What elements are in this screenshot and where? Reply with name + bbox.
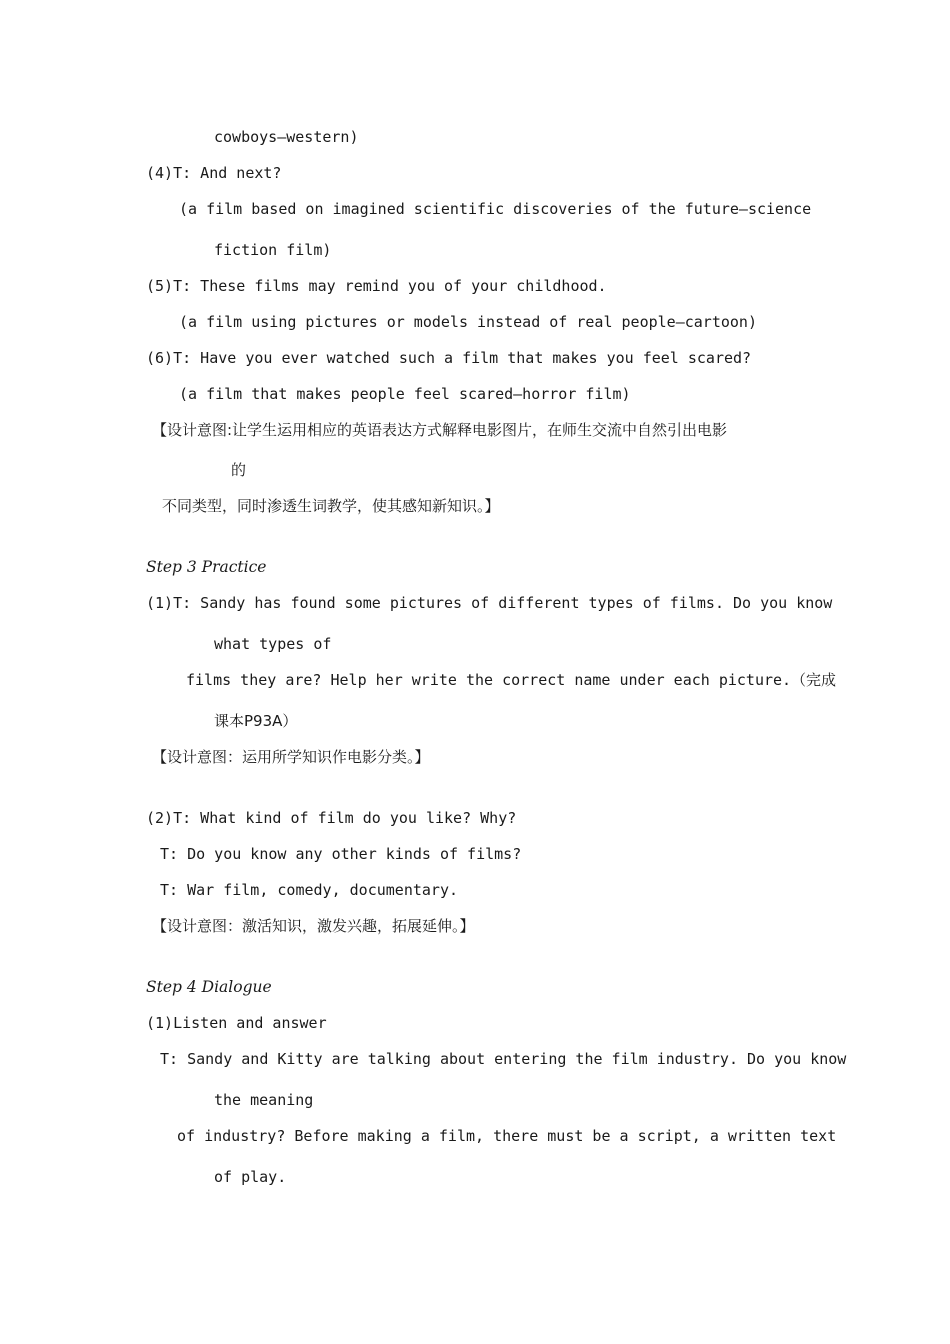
text-line: T: War film, comedy, documentary. (160, 881, 459, 899)
text-line: fiction film) (214, 241, 332, 259)
text-line: the meaning (214, 1091, 314, 1109)
text-line: T: Do you know any other kinds of films? (160, 845, 522, 863)
section-heading: Step 3 Practice (146, 558, 267, 576)
text-line: of industry? Before making a film, there must be a script, a written text (177, 1127, 837, 1145)
text-line: films they are? Help her write the correct name under each picture.（完成 (186, 671, 837, 689)
design-intent-note: 【设计意图:让学生运用相应的英语表达方式解释电影图片，在师生交流中自然引出电影 (152, 421, 728, 439)
text-line: T: Sandy and Kitty are talking about entering the film industry. Do you know (160, 1050, 847, 1068)
design-intent-note: 【设计意图：激活知识，激发兴趣，拓展延伸。】 (152, 917, 475, 935)
text-line: (a film that makes people feel scared—horror film) (179, 385, 631, 403)
text-line: (5)T: These films may remind you of your childhood. (146, 277, 607, 295)
design-intent-note: 【设计意图：运用所学知识作电影分类。】 (152, 748, 430, 766)
text-line: 的 (231, 461, 247, 479)
text-line: 课本P93A） (214, 712, 298, 730)
text-line: (1)Listen and answer (146, 1014, 327, 1032)
text-line: of play. (214, 1168, 287, 1186)
text-line: (1)T: Sandy has found some pictures of different types of films. Do you know (146, 594, 833, 612)
text-line: (a film using pictures or models instead of real people—cartoon) (179, 313, 757, 331)
text-line: (a film based on imagined scientific discoveries of the future—science (179, 200, 812, 218)
section-heading: Step 4 Dialogue (146, 978, 272, 996)
text-line: (4)T: And next? (146, 164, 282, 182)
text-line: 不同类型，同时渗透生词教学，使其感知新知识。】 (162, 497, 500, 515)
text-line: what types of (214, 635, 332, 653)
text-line: (2)T: What kind of film do you like? Why? (146, 809, 517, 827)
text-line: cowboys—western) (214, 128, 359, 146)
text-line: (6)T: Have you ever watched such a film that makes you feel scared? (146, 349, 752, 367)
